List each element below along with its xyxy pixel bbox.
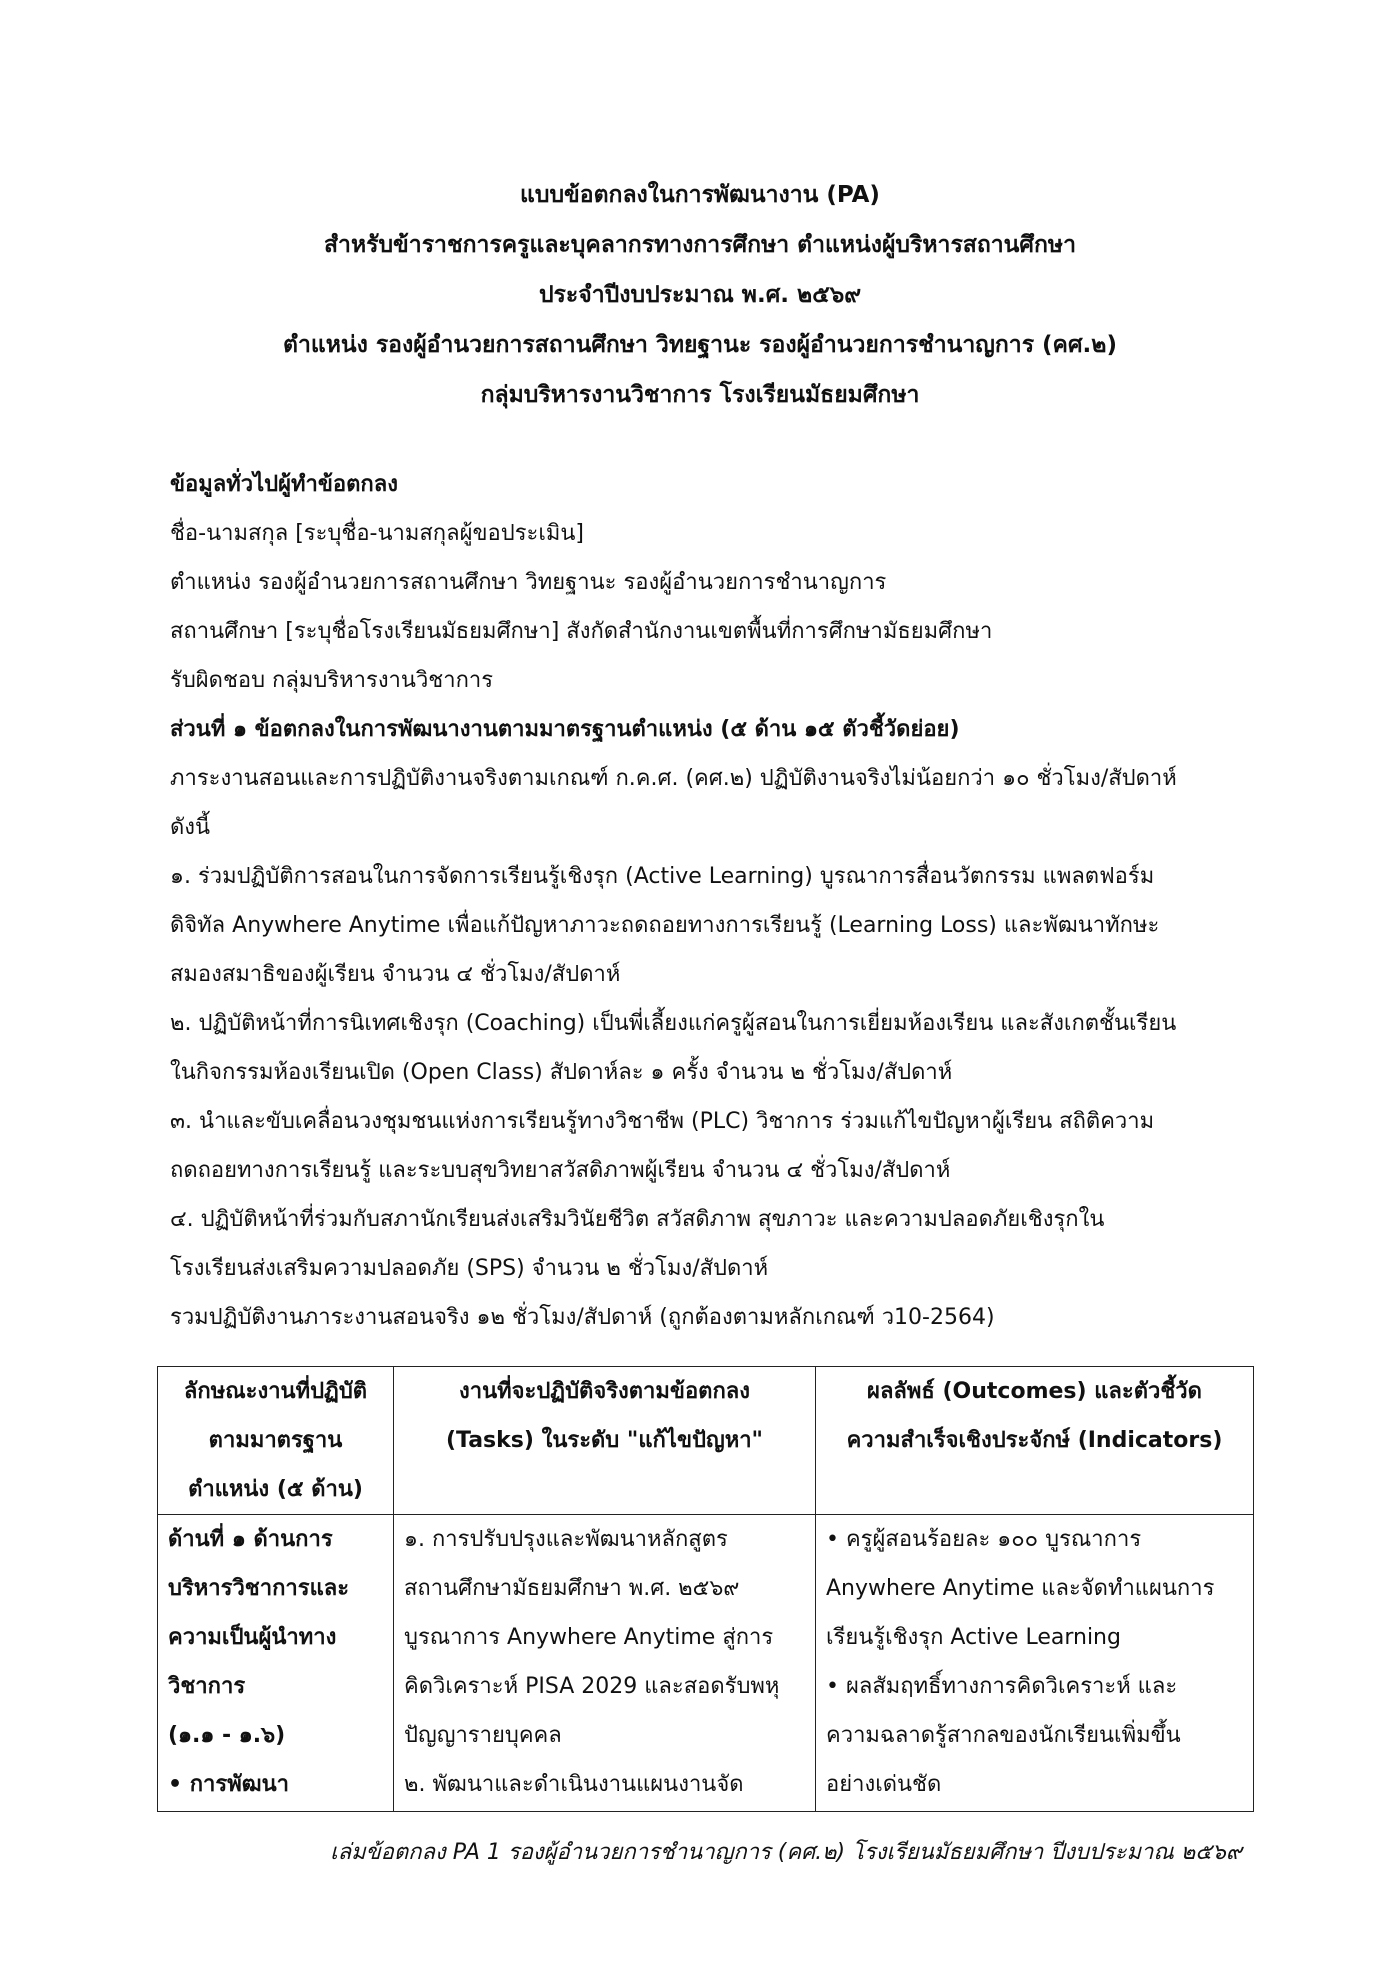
- general-info-school: สถานศึกษา [ระบุชื่อโรงเรียนมัธยมศึกษา] สังกัดสำนักงานเขตพื้นที่การศึกษามัธยมศึกษา: [170, 619, 993, 644]
- header-cell-outcomes: ผลลัพธ์ (Outcomes) และตัวชี้วัด ความสำเร็จเชิงประจักษ์ (Indicators): [816, 1367, 1254, 1515]
- title-line-1: แบบข้อตกลงในการพัฒนางาน (PA): [520, 182, 880, 208]
- part1-line: ๒. ปฏิบัติหน้าที่การนิเทศเชิงรุก (Coaching) เป็นพี่เลี้ยงแก่ครูผู้สอนในการเยี่ยมห้องเรียน และสังเกตชั้นเรียน: [170, 1011, 1177, 1036]
- general-info-heading: ข้อมูลทั่วไปผู้ทำข้อตกลง: [170, 472, 398, 497]
- part1-line: ภาระงานสอนและการปฏิบัติงานจริงตามเกณฑ์ ก.ค.ศ. (คศ.๒) ปฏิบัติงานจริงไม่น้อยกว่า ๑๐ ชั่วโมง/สัปดาห์: [170, 766, 1177, 791]
- part1-line: ในกิจกรรมห้องเรียนเปิด (Open Class) สัปดาห์ละ ๑ ครั้ง จำนวน ๒ ชั่วโมง/สัปดาห์: [170, 1060, 953, 1085]
- table-row: [158, 1515, 1254, 1812]
- part1-line: ๔. ปฏิบัติหน้าที่ร่วมกับสภานักเรียนส่งเสริมวินัยชีวิต สวัสดิภาพ สุขภาวะ และความปลอดภัยเชิงรุกใน: [170, 1207, 1105, 1232]
- title-line-5: กลุ่มบริหารงานวิชาการ โรงเรียนมัธยมศึกษา: [480, 382, 920, 408]
- title-line-2: สำหรับข้าราชการครูและบุคลากรทางการศึกษา ตำแหน่งผู้บริหารสถานศึกษา: [323, 232, 1077, 258]
- header-cell-tasks: งานที่จะปฏิบัติจริงตามข้อตกลง (Tasks) ในระดับ "แก้ไขปัญหา": [394, 1367, 816, 1515]
- part1-line: ๑. ร่วมปฏิบัติการสอนในการจัดการเรียนรู้เชิงรุก (Active Learning) บูรณาการสื่อนวัตกรรม แพลตฟอร์ม: [170, 864, 1155, 889]
- cell-outcomes: • ครูผู้สอนร้อยละ ๑๐๐ บูรณาการ Anywhere Anytime และจัดทำแผนการ เรียนรู้เชิงรุก Active Learning • ผลสัมฤทธิ์ทางการคิดวิเคราะห์ และ ความฉลาดรู้สากลของนักเรียนเพิ่มขึ้น อย่างเด่นชัด: [816, 1515, 1254, 1812]
- cell-tasks: ๑. การปรับปรุงและพัฒนาหลักสูตร สถานศึกษามัธยมศึกษา พ.ศ. ๒๕๖๙ บูรณาการ Anywhere Anytime สู่การ คิดวิเคราะห์ PISA 2029 และสอดรับพหุ ปัญญารายบุคคล ๒. พัฒนาและดำเนินงานแผนงานจัด: [394, 1515, 816, 1812]
- page-footer: เล่มข้อตกลง PA 1 รองผู้อำนวยการชำนาญการ (คศ.๒) โรงเรียนมัธยมศึกษา ปีงบประมาณ ๒๕๖๙: [330, 1840, 1242, 1865]
- general-info-position: ตำแหน่ง รองผู้อำนวยการสถานศึกษา วิทยฐานะ รองผู้อำนวยการชำนาญการ: [170, 570, 887, 595]
- cell-domain: ด้านที่ ๑ ด้านการ บริหารวิชาการและ ความเป็นผู้นำทาง วิชาการ (๑.๑ - ๑.๖) • การพัฒนา: [158, 1515, 394, 1812]
- part1-line: รวมปฏิบัติงานภาระงานสอนจริง ๑๒ ชั่วโมง/สัปดาห์ (ถูกต้องตามหลักเกณฑ์ ว10-2564): [170, 1305, 995, 1330]
- part1-line: ดิจิทัล Anywhere Anytime เพื่อแก้ปัญหาภาวะถดถอยทางการเรียนรู้ (Learning Loss) และพัฒนาทักษะ: [170, 913, 1160, 938]
- part1-line: ๓. นำและขับเคลื่อนวงชุมชนแห่งการเรียนรู้ทางวิชาชีพ (PLC) วิชาการ ร่วมแก้ไขปัญหาผู้เรียน สถิติความ: [170, 1109, 1155, 1134]
- header-cell-work-standard: ลักษณะงานที่ปฏิบัติ ตามมาตรฐาน ตำแหน่ง (๕ ด้าน): [158, 1367, 394, 1515]
- title-line-4: ตำแหน่ง รองผู้อำนวยการสถานศึกษา วิทยฐานะ รองผู้อำนวยการชำนาญการ (คศ.๒): [283, 332, 1117, 358]
- part1-line: โรงเรียนส่งเสริมความปลอดภัย (SPS) จำนวน ๒ ชั่วโมง/สัปดาห์: [170, 1256, 769, 1281]
- pa-agreement-table: [157, 1366, 1254, 1812]
- document-body: [170, 460, 1235, 1342]
- part1-line: ถดถอยทางการเรียนรู้ และระบบสุขวิทยาสวัสดิภาพผู้เรียน จำนวน ๔ ชั่วโมง/สัปดาห์: [170, 1158, 951, 1183]
- part1-line: ดังนี้: [170, 815, 211, 840]
- part1-heading: ส่วนที่ ๑ ข้อตกลงในการพัฒนางานตามมาตรฐานตำแหน่ง (๕ ด้าน ๑๕ ตัวชี้วัดย่อย): [170, 717, 960, 742]
- general-info-name: ชื่อ-นามสกุล [ระบุชื่อ-นามสกุลผู้ขอประเมิน]: [170, 521, 584, 546]
- part1-line: สมองสมาธิของผู้เรียน จำนวน ๔ ชั่วโมง/สัปดาห์: [170, 962, 621, 987]
- document-title-block: [0, 170, 1400, 420]
- table-header-row: [158, 1367, 1254, 1515]
- title-line-3: ประจำปีงบประมาณ พ.ศ. ๒๕๖๙: [538, 282, 862, 308]
- general-info-responsibility: รับผิดชอบ กลุ่มบริหารงานวิชาการ: [170, 668, 494, 693]
